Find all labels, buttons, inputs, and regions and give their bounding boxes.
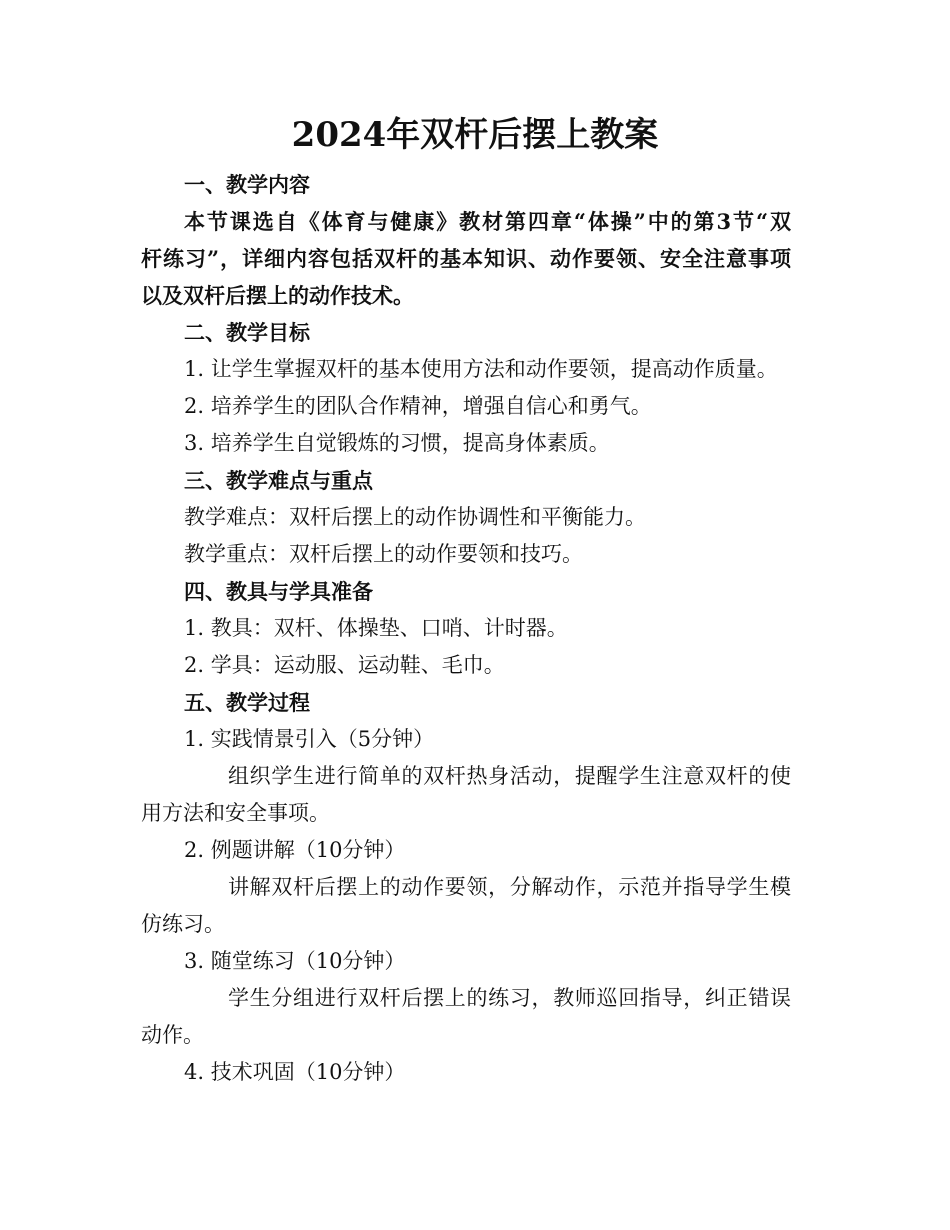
section-heading-difficulties: 三、教学难点与重点	[184, 468, 373, 493]
objective-item-3: 3. 培养学生自觉锻炼的习惯，提高身体素质。	[184, 431, 610, 455]
process-step-2-line-1: 讲解双杆后摆上的动作要领，分解动作，示范并指导学生模	[228, 875, 791, 899]
document-title: 2024年双杆后摆上教案	[291, 115, 659, 155]
process-step-2-title: 2. 例题讲解（10分钟）	[184, 838, 406, 862]
teaching-difficulty: 教学难点：双杆后摆上的动作协调性和平衡能力。	[184, 505, 646, 529]
process-step-3-line-2: 动作。	[141, 1023, 204, 1047]
section-heading-objectives: 二、教学目标	[184, 320, 310, 345]
content-paragraph-line-3: 以及双杆后摆上的动作技术。	[141, 283, 414, 308]
content-paragraph-line-1: 本节课选自《体育与健康》教材第四章“体操”中的第3节“双	[184, 209, 791, 234]
objective-item-1: 1. 让学生掌握双杆的基本使用方法和动作要领，提高动作质量。	[184, 357, 778, 381]
content-paragraph-line-2: 杆练习”，详细内容包括双杆的基本知识、动作要领、安全注意事项	[141, 246, 791, 271]
process-step-4-title: 4. 技术巩固（10分钟）	[184, 1060, 406, 1084]
equipment-item-1: 1. 教具：双杆、体操垫、口哨、计时器。	[184, 616, 568, 640]
section-heading-content: 一、教学内容	[184, 172, 310, 197]
section-heading-process: 五、教学过程	[184, 690, 310, 715]
section-heading-equipment: 四、教具与学具准备	[184, 579, 373, 604]
teaching-key-point: 教学重点：双杆后摆上的动作要领和技巧。	[184, 542, 583, 566]
process-step-1-line-2: 用方法和安全事项。	[141, 801, 330, 825]
equipment-item-2: 2. 学具：运动服、运动鞋、毛巾。	[184, 653, 505, 677]
process-step-3-line-1: 学生分组进行双杆后摆上的练习，教师巡回指导，纠正错误	[228, 986, 791, 1010]
process-step-2-line-2: 仿练习。	[141, 912, 225, 936]
process-step-1-line-1: 组织学生进行简单的双杆热身活动，提醒学生注意双杆的使	[228, 764, 791, 788]
process-step-1-title: 1. 实践情景引入（5分钟）	[184, 727, 435, 751]
process-step-3-title: 3. 随堂练习（10分钟）	[184, 949, 406, 973]
objective-item-2: 2. 培养学生的团队合作精神，增强自信心和勇气。	[184, 394, 652, 418]
